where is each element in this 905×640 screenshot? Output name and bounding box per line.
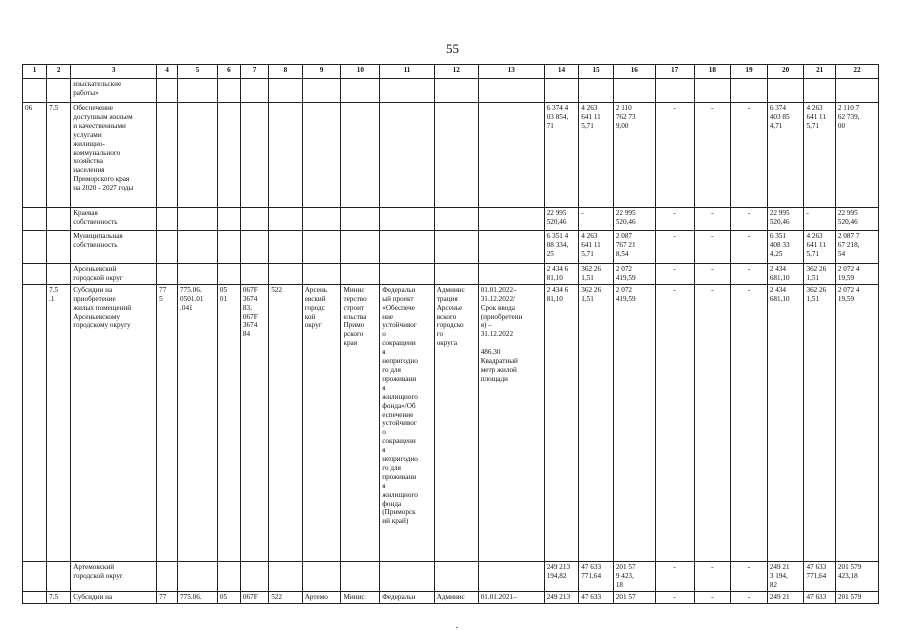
table-cell (240, 231, 268, 264)
table-cell: 2 434 6 81,10 (544, 284, 579, 561)
table-row (23, 208, 879, 231)
column-header: 9 (302, 65, 341, 79)
table-cell: - (731, 264, 768, 285)
table-cell (478, 79, 544, 103)
table-cell (178, 231, 218, 264)
table-cell: 2 087 7 67 218, 54 (835, 231, 878, 264)
column-header: 17 (655, 65, 694, 79)
table-cell (380, 103, 434, 208)
column-header: 4 (157, 65, 178, 79)
table-row (23, 284, 879, 561)
table-cell (478, 208, 544, 231)
table-cell (23, 208, 47, 231)
column-header: 11 (380, 65, 434, 79)
table-cell (178, 79, 218, 103)
table-cell: - (731, 591, 768, 603)
column-header: 13 (478, 65, 544, 79)
table-cell: 522 (269, 284, 303, 561)
table-cell (302, 103, 341, 208)
table-cell: 2 110 7 62 739, 00 (835, 103, 878, 208)
table-cell (217, 103, 240, 208)
table-cell: Муниципальная собственность (71, 231, 157, 264)
table-cell (157, 561, 178, 591)
table-cell: 2 072 419,59 (613, 264, 655, 285)
table-cell (655, 79, 694, 103)
table-cell (47, 208, 71, 231)
table-cell: 4 263 641 11 5,71 (804, 103, 835, 208)
table-row (23, 264, 879, 285)
table-row (23, 103, 879, 208)
table-cell (157, 79, 178, 103)
table-cell (269, 231, 303, 264)
table-cell: Админис трация Арсенье вского городско го округа (434, 284, 478, 561)
table-cell: Минис (341, 591, 380, 603)
table-cell: 6 374 403 85 4,71 (767, 103, 804, 208)
table-cell: 06 (23, 103, 47, 208)
table-cell (804, 79, 835, 103)
table-cell (544, 79, 579, 103)
table-cell: 362 26 1,51 (579, 284, 614, 561)
column-header: 22 (835, 65, 878, 79)
table-cell: - (655, 103, 694, 208)
table-cell: 775.06. 0501.01 .041 (178, 284, 218, 561)
table-row (23, 561, 879, 591)
table-cell (23, 591, 47, 603)
table-cell: 4 263 641 11 5,71 (579, 103, 614, 208)
table-cell (302, 561, 341, 591)
table-cell: 362 26 1,51 (804, 284, 835, 561)
table-cell (23, 284, 47, 561)
table-cell: 47 633 (804, 591, 835, 603)
column-header: 15 (579, 65, 614, 79)
table-row (23, 591, 879, 603)
table-cell: - (655, 561, 694, 591)
column-header: 12 (434, 65, 478, 79)
table-cell: 4 263 641 11 5,71 (804, 231, 835, 264)
table-cell: 201 579 423,18 (835, 561, 878, 591)
table-cell (269, 561, 303, 591)
table-cell: - (655, 591, 694, 603)
table-cell (217, 561, 240, 591)
column-header: 8 (269, 65, 303, 79)
table-header-row (23, 65, 879, 79)
table-cell (380, 561, 434, 591)
table-cell (613, 79, 655, 103)
table-cell (269, 79, 303, 103)
table-cell: 2 072 419,59 (613, 284, 655, 561)
table-cell: 01.01.2021– (478, 591, 544, 603)
table-cell: Артемовский городской округ (71, 561, 157, 591)
table-cell (157, 208, 178, 231)
table-cell (302, 264, 341, 285)
table-cell (694, 79, 731, 103)
table-cell: 2 087 767 21 8,54 (613, 231, 655, 264)
table-cell (434, 561, 478, 591)
table-cell (269, 264, 303, 285)
column-header: 2 (47, 65, 71, 79)
table-cell: - (731, 231, 768, 264)
table-cell: 249 21 3 194, 82 (767, 561, 804, 591)
table-cell: Арсеньевский городской округ (71, 264, 157, 285)
table-cell: 7.5 (47, 103, 71, 208)
table-cell (240, 103, 268, 208)
table-cell: - (655, 208, 694, 231)
table-cell (478, 103, 544, 208)
table-cell: 201 57 9 423, 18 (613, 561, 655, 591)
table-cell: Субсидии на приобретение жилых помещений Арсеньевскому городскому округу (71, 284, 157, 561)
table-cell (240, 208, 268, 231)
table-cell: 2 434 6 81,10 (544, 264, 579, 285)
table-cell (240, 561, 268, 591)
table-cell: 7.5 (47, 591, 71, 603)
table-cell (434, 231, 478, 264)
table-cell: 249 213 (544, 591, 579, 603)
table-cell (302, 208, 341, 231)
table-cell: - (694, 284, 731, 561)
table-cell (434, 79, 478, 103)
table-cell (478, 561, 544, 591)
table-cell: - (694, 208, 731, 231)
table-row (23, 79, 879, 103)
table-cell (157, 264, 178, 285)
table-cell (217, 264, 240, 285)
table-cell (47, 79, 71, 103)
table-cell: 22 995 520,46 (544, 208, 579, 231)
table-cell (341, 264, 380, 285)
table-cell: 2 434 681,10 (767, 264, 804, 285)
table-cell: Админис (434, 591, 478, 603)
budget-table (22, 64, 879, 604)
table-cell (157, 231, 178, 264)
table-cell (178, 208, 218, 231)
table-cell: Федеральн (380, 591, 434, 603)
table-cell: 362 26 1,51 (579, 264, 614, 285)
table-cell: 362 26 1,51 (804, 264, 835, 285)
table-cell: - (655, 231, 694, 264)
table-cell (380, 231, 434, 264)
column-header: 14 (544, 65, 579, 79)
table-cell (157, 103, 178, 208)
table-cell: Федеральн ый проект «Обеспече ние устойчивог о сокращени я непригодно го для проживани я жилищного фонда»/Об еспечение устойчивог о сокращени я непригодно го для проживани я жилищного фонда (Приморск ий край) (380, 284, 434, 561)
table-cell (217, 208, 240, 231)
table-cell (23, 79, 47, 103)
table-cell (47, 561, 71, 591)
table-cell (269, 208, 303, 231)
table-cell: - (694, 264, 731, 285)
table-cell: 2 072 4 19,59 (835, 284, 878, 561)
table-cell (217, 231, 240, 264)
column-header: 6 (217, 65, 240, 79)
table-cell (380, 208, 434, 231)
table-cell (217, 79, 240, 103)
table-cell: - (694, 591, 731, 603)
table-cell: - (579, 208, 614, 231)
table-cell: Субсидии на (71, 591, 157, 603)
table-cell: 201 579 (835, 591, 878, 603)
table-cell (835, 79, 878, 103)
table-cell (23, 231, 47, 264)
table-cell: - (731, 561, 768, 591)
table-cell (767, 79, 804, 103)
table-cell (579, 79, 614, 103)
column-header: 10 (341, 65, 380, 79)
table-row (23, 231, 879, 264)
table-cell (302, 79, 341, 103)
table-cell: - (694, 231, 731, 264)
column-header: 3 (71, 65, 157, 79)
table-cell (240, 79, 268, 103)
table-cell: - (655, 284, 694, 561)
scan-artifact (456, 627, 458, 628)
table-cell: 4 263 641 11 5,71 (579, 231, 614, 264)
table-cell: 2 072 4 19,59 (835, 264, 878, 285)
table-cell (478, 264, 544, 285)
table-cell: - (804, 208, 835, 231)
table-cell: Минис терство строит ельства Примо рского края (341, 284, 380, 561)
table-cell (341, 79, 380, 103)
table-cell (478, 231, 544, 264)
table-cell (341, 561, 380, 591)
table-cell: 05 01 (217, 284, 240, 561)
table-cell (380, 79, 434, 103)
table-cell (380, 264, 434, 285)
column-header: 5 (178, 65, 218, 79)
table-cell (434, 264, 478, 285)
table-cell: 47 633 771,64 (579, 561, 614, 591)
table-cell (178, 561, 218, 591)
table-cell: 7.5 .1 (47, 284, 71, 561)
table-cell: 6 374 4 03 854, 71 (544, 103, 579, 208)
table-cell: Краевая собственность (71, 208, 157, 231)
table-cell: - (731, 208, 768, 231)
column-header: 16 (613, 65, 655, 79)
table-cell: - (694, 561, 731, 591)
table-cell: 47 633 771,64 (804, 561, 835, 591)
table-cell: 6 351 4 08 334, 25 (544, 231, 579, 264)
table-cell: 22 995 520,46 (835, 208, 878, 231)
table-cell (341, 208, 380, 231)
table-cell (47, 231, 71, 264)
table-cell (341, 103, 380, 208)
table-cell: 067F (240, 591, 268, 603)
table-cell (269, 103, 303, 208)
table-cell: 05 (217, 591, 240, 603)
column-header: 1 (23, 65, 47, 79)
table-cell (240, 264, 268, 285)
page-number: 55 (446, 41, 459, 56)
table-cell: 067F 3674 83, 067F 3674 84 (240, 284, 268, 561)
table-cell: изыскательские работы» (71, 79, 157, 103)
table-cell (47, 264, 71, 285)
column-header: 18 (694, 65, 731, 79)
table-cell: 201 57 (613, 591, 655, 603)
table-cell (434, 103, 478, 208)
column-header: 19 (731, 65, 768, 79)
table-cell (302, 231, 341, 264)
table-cell: 6 351 408 33 4,25 (767, 231, 804, 264)
table-cell: 522 (269, 591, 303, 603)
table-cell (23, 264, 47, 285)
table-cell: 22 995 520,46 (613, 208, 655, 231)
table-cell: 77 5 (157, 284, 178, 561)
column-header: 7 (240, 65, 268, 79)
table-cell: 2 434 681,10 (767, 284, 804, 561)
table-cell: Обеспечение доступным жильем и качественными услугами жилищно- коммунального хозяйства населения Приморского края на 2020 - 2027 годы (71, 103, 157, 208)
column-header: 20 (767, 65, 804, 79)
table-cell (178, 264, 218, 285)
column-header: 21 (804, 65, 835, 79)
table-cell: 01.01.2022– 31.12.2022/ Срок ввода (приобретени я) – 31.12.2022 486.30 Квадратный метр жилой площади (478, 284, 544, 561)
table-cell: 775.06. (178, 591, 218, 603)
table-cell: 77 (157, 591, 178, 603)
table-cell (434, 208, 478, 231)
table-cell: 22 995 520,46 (767, 208, 804, 231)
table-cell (23, 561, 47, 591)
table-cell: 2 110 762 73 9,00 (613, 103, 655, 208)
table-cell (341, 231, 380, 264)
table-cell (178, 103, 218, 208)
table-cell: 249 213 194,82 (544, 561, 579, 591)
table-cell: Арсень евский городс кой округ (302, 284, 341, 561)
table-cell: 249 21 (767, 591, 804, 603)
table-cell: - (731, 284, 768, 561)
table-cell: - (694, 103, 731, 208)
table-cell: - (655, 264, 694, 285)
table-cell (731, 79, 768, 103)
table-cell: Артемо (302, 591, 341, 603)
table-cell: - (731, 103, 768, 208)
table-cell: 47 633 (579, 591, 614, 603)
